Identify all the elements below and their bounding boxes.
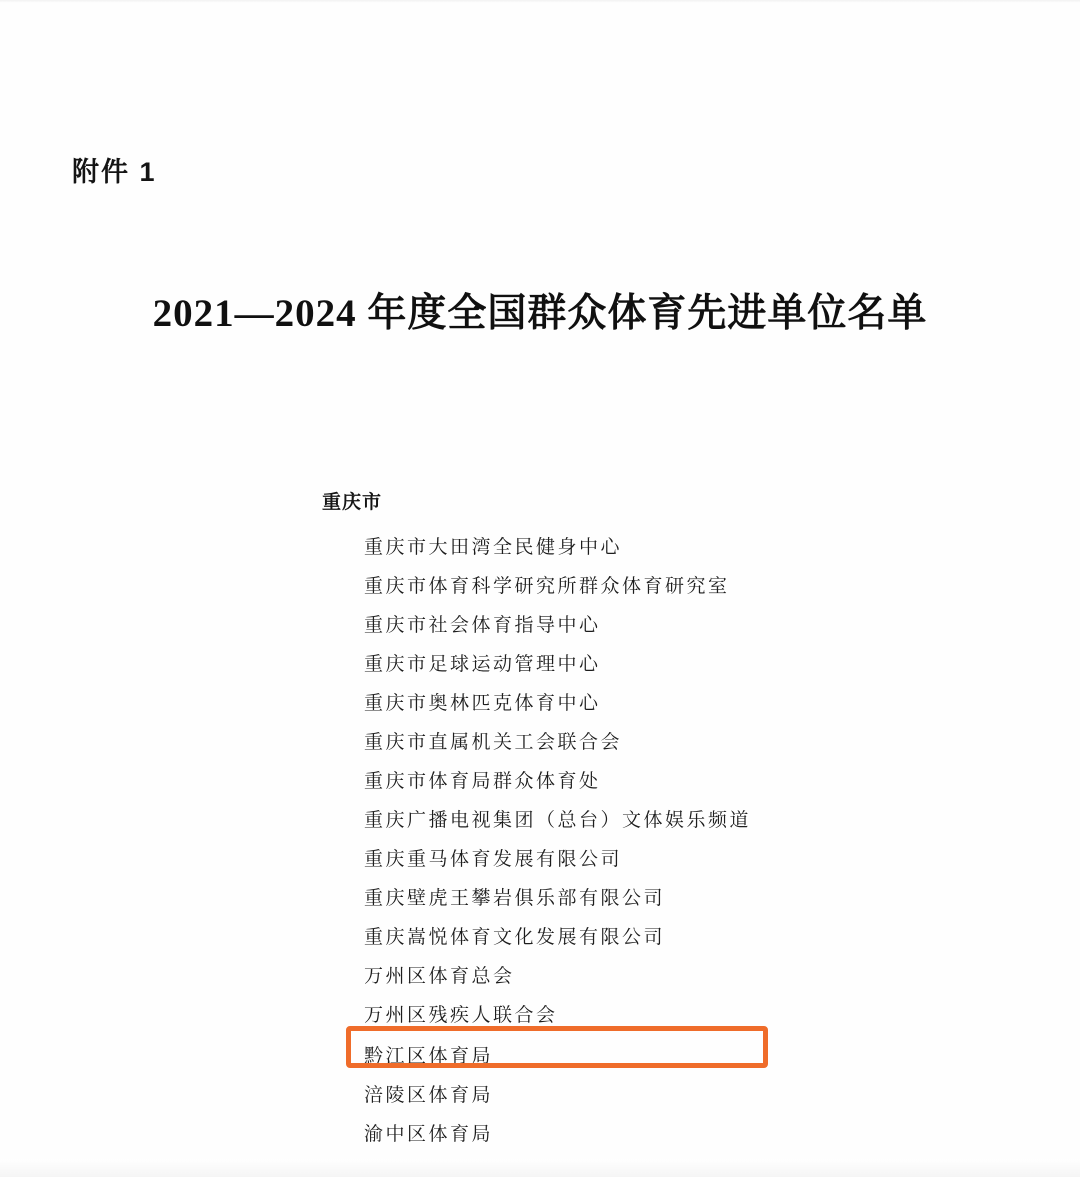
list-item: 渝中区体育局 — [364, 1124, 494, 1145]
list-item: 重庆市足球运动管理中心 — [364, 654, 601, 675]
list-item: 重庆市大田湾全民健身中心 — [364, 537, 623, 558]
list-item: 重庆市奥林匹克体育中心 — [364, 693, 601, 714]
list-item: 万州区体育总会 — [364, 966, 515, 987]
list-item: 重庆广播电视集团（总台）文体娱乐频道 — [364, 810, 752, 831]
section-heading: 重庆市 — [322, 492, 383, 513]
unit-list — [322, 528, 942, 1154]
list-item: 重庆壁虎王攀岩俱乐部有限公司 — [364, 888, 666, 909]
list-item: 重庆嵩悦体育文化发展有限公司 — [364, 927, 666, 948]
list-item: 重庆市体育科学研究所群众体育研究室 — [364, 576, 730, 597]
attachment-label: 附件 1 — [72, 157, 157, 187]
list-item: 万州区残疾人联合会 — [364, 1005, 558, 1026]
list-item: 重庆市直属机关工会联合会 — [364, 732, 623, 753]
section-chongqing — [322, 487, 942, 1154]
list-item: 涪陵区体育局 — [364, 1085, 494, 1106]
list-item: 重庆重马体育发展有限公司 — [364, 849, 623, 870]
list-item: 重庆市体育局群众体育处 — [364, 771, 601, 792]
list-item-highlighted: 黔江区体育局 — [364, 1046, 494, 1067]
page-title: 2021—2024 年度全国群众体育先进单位名单 — [152, 292, 928, 335]
list-item: 重庆市社会体育指导中心 — [364, 615, 601, 636]
page-bottom-edge — [0, 1159, 1080, 1177]
